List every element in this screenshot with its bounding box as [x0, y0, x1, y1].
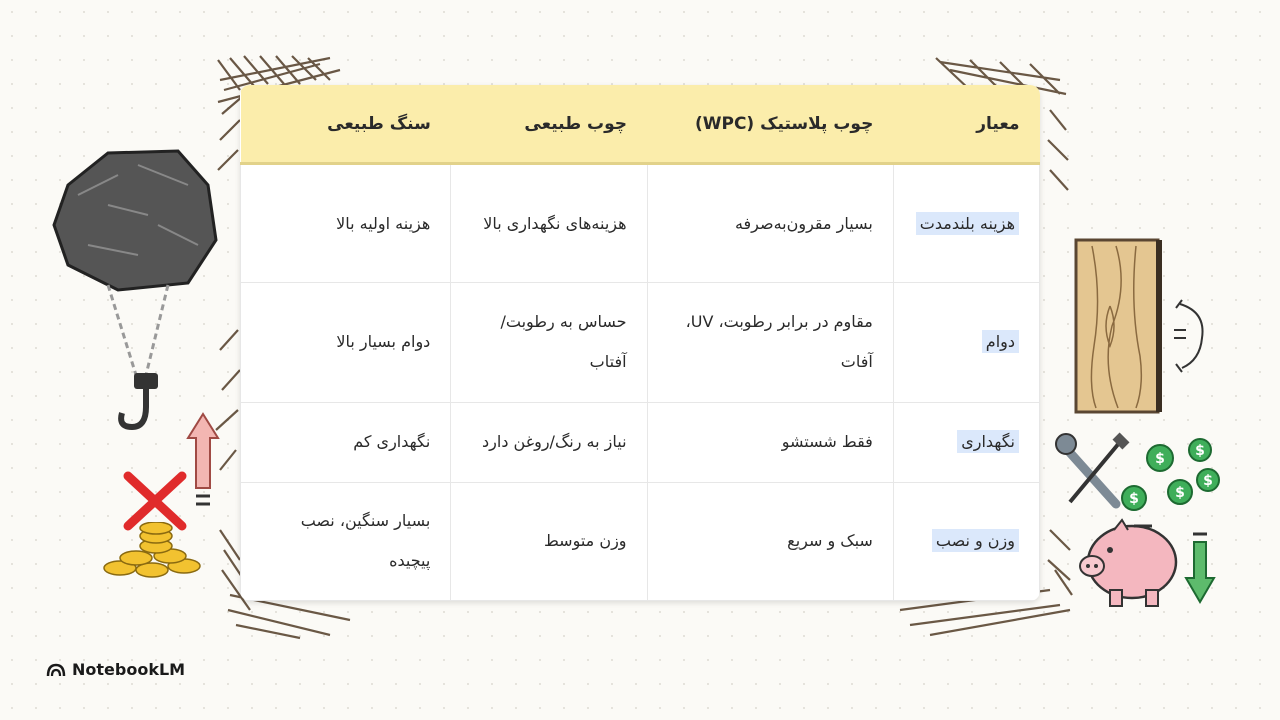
criterion-label: نگهداری [957, 430, 1019, 453]
table-row [241, 164, 1040, 283]
criterion-label: دوام [982, 330, 1019, 353]
comparison-table-card [240, 85, 1040, 601]
stone-cell: بسیار سنگین، نصب پیچیده [241, 482, 451, 600]
criterion-cell [893, 482, 1039, 600]
svg-text:$: $ [1129, 491, 1139, 507]
criterion-cell [893, 164, 1039, 283]
notebooklm-logo-icon [46, 662, 66, 678]
criterion-label: وزن و نصب [932, 529, 1019, 552]
wood-cell: حساس به رطوبت/آفتاب [451, 283, 647, 402]
table-header-row [241, 85, 1040, 164]
curved-arrows-icon [1170, 298, 1210, 374]
wood-plank-icon [1072, 236, 1164, 416]
wpc-cell: سبک و سریع [647, 482, 893, 600]
down-arrow-icon [1182, 530, 1218, 606]
stone-cell: دوام بسیار بالا [241, 283, 451, 402]
wpc-cell: فقط شستشو [647, 402, 893, 482]
wpc-cell: بسیار مقرون‌به‌صرفه [647, 164, 893, 283]
svg-text:$: $ [1155, 451, 1165, 467]
wood-cell: هزینه‌های نگهداری بالا [451, 164, 647, 283]
notebooklm-logo [46, 660, 185, 679]
criterion-cell [893, 283, 1039, 402]
logo-text: NotebookLM [72, 660, 186, 679]
svg-text:$: $ [1175, 485, 1185, 501]
header-criterion: معیار [893, 85, 1039, 164]
piggy-bank-icon [1074, 516, 1184, 610]
header-wpc: چوب پلاستیک (WPC) [647, 85, 893, 164]
header-natural-wood: چوب طبیعی [451, 85, 647, 164]
up-arrow-icon [184, 410, 222, 510]
stone-cell: هزینه اولیه بالا [241, 164, 451, 283]
gold-coins-icon [100, 522, 210, 582]
rock-on-chain-icon [48, 145, 223, 440]
table-row [241, 402, 1040, 482]
wood-cell: نیاز به رنگ/روغن دارد [451, 402, 647, 482]
criterion-cell [893, 402, 1039, 482]
comparison-table [240, 85, 1040, 601]
dollar-coins-icon [1116, 436, 1226, 516]
stone-cell: نگهداری کم [241, 402, 451, 482]
svg-text:$: $ [1195, 443, 1205, 459]
table-row [241, 283, 1040, 402]
svg-text:$: $ [1203, 473, 1213, 489]
wood-cell: وزن متوسط [451, 482, 647, 600]
table-row [241, 482, 1040, 600]
criterion-label: هزینه بلندمدت [916, 212, 1019, 235]
wpc-cell: مقاوم در برابر رطوبت، UV، آفات [647, 283, 893, 402]
header-natural-stone: سنگ طبیعی [241, 85, 451, 164]
